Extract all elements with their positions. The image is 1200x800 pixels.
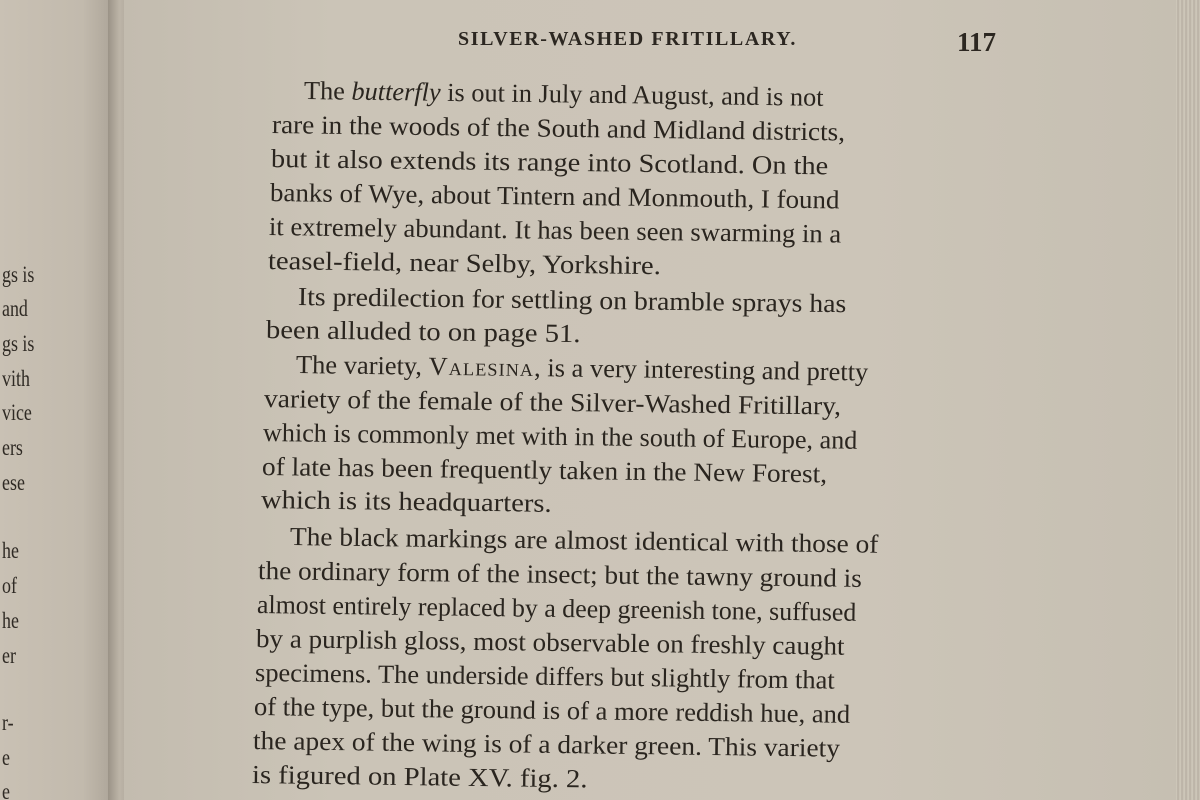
text-line: almost entirely replaced by a deep greenish tone, suffused	[256, 590, 857, 627]
facing-page-fragment: gs is	[2, 262, 35, 287]
facing-page-fragment: and	[2, 296, 28, 321]
text-line: been alluded to on page 51.	[265, 315, 581, 349]
facing-page-fragment: e	[2, 779, 10, 800]
page-edges	[1176, 0, 1200, 800]
text-run: is out in July and August, and is not	[440, 77, 824, 112]
text-line: banks of Wye, about Tintern and Monmouth, I found	[269, 178, 840, 215]
text-line: specimens. The underside differs but slightly from that	[254, 658, 835, 695]
facing-page-fragment: e	[2, 745, 10, 770]
text-line: the apex of the wing is of a darker green. This variety	[252, 726, 841, 763]
running-head: SILVER-WASHED FRITILLARY.	[458, 28, 798, 50]
facing-page-fragment: vice	[2, 400, 32, 425]
variety-name: Valesina	[428, 351, 535, 383]
facing-page-fragment: r-	[2, 710, 14, 735]
text-run: The	[303, 76, 352, 106]
text-line: rare in the woods of the South and Midland districts,	[271, 110, 846, 147]
text-run: , is a very interesting and pretty	[533, 353, 869, 387]
facing-page-fragment: vith	[2, 366, 30, 391]
text-run: The variety,	[295, 350, 429, 381]
facing-page-fragment: ers	[2, 435, 23, 460]
text-line: which is its headquarters.	[260, 485, 552, 518]
text-line: variety of the female of the Silver-Washed Fritillary,	[263, 384, 842, 421]
facing-page-fragment: he	[2, 608, 19, 633]
facing-page-fragment: ese	[2, 470, 25, 495]
facing-page	[0, 0, 118, 800]
facing-page-fragment: he	[2, 538, 19, 563]
text-line: of late has been frequently taken in the New Forest,	[261, 452, 828, 489]
text-line: it extremely abundant. It has been seen swarming in a	[268, 212, 842, 249]
text-line: is figured on Plate XV. fig. 2.	[251, 760, 588, 794]
text-line: the ordinary form of the insect; but the tawny ground is	[257, 556, 863, 593]
text-line: of the type, but the ground is of a more reddish hue, and	[253, 692, 851, 729]
facing-page-fragment: gs is	[2, 331, 35, 356]
text-line: The black markings are almost identical with those of	[289, 522, 879, 559]
text-line: teasel-field, near Selby, Yorkshire.	[267, 246, 662, 281]
emphasis-text: butterfly	[351, 76, 441, 107]
text-line: but it also extends its range into Scotland. On the	[270, 144, 829, 181]
text-line: which is commonly met with in the south of Europe, and	[262, 418, 858, 455]
page-number: 117	[957, 27, 997, 57]
facing-page-fragment: of	[2, 573, 17, 598]
text-line: by a purplish gloss, most observable on freshly caught	[255, 624, 845, 661]
facing-page-fragment: er	[2, 643, 16, 668]
text-line: Its predilection for settling on bramble sprays has	[297, 282, 847, 319]
